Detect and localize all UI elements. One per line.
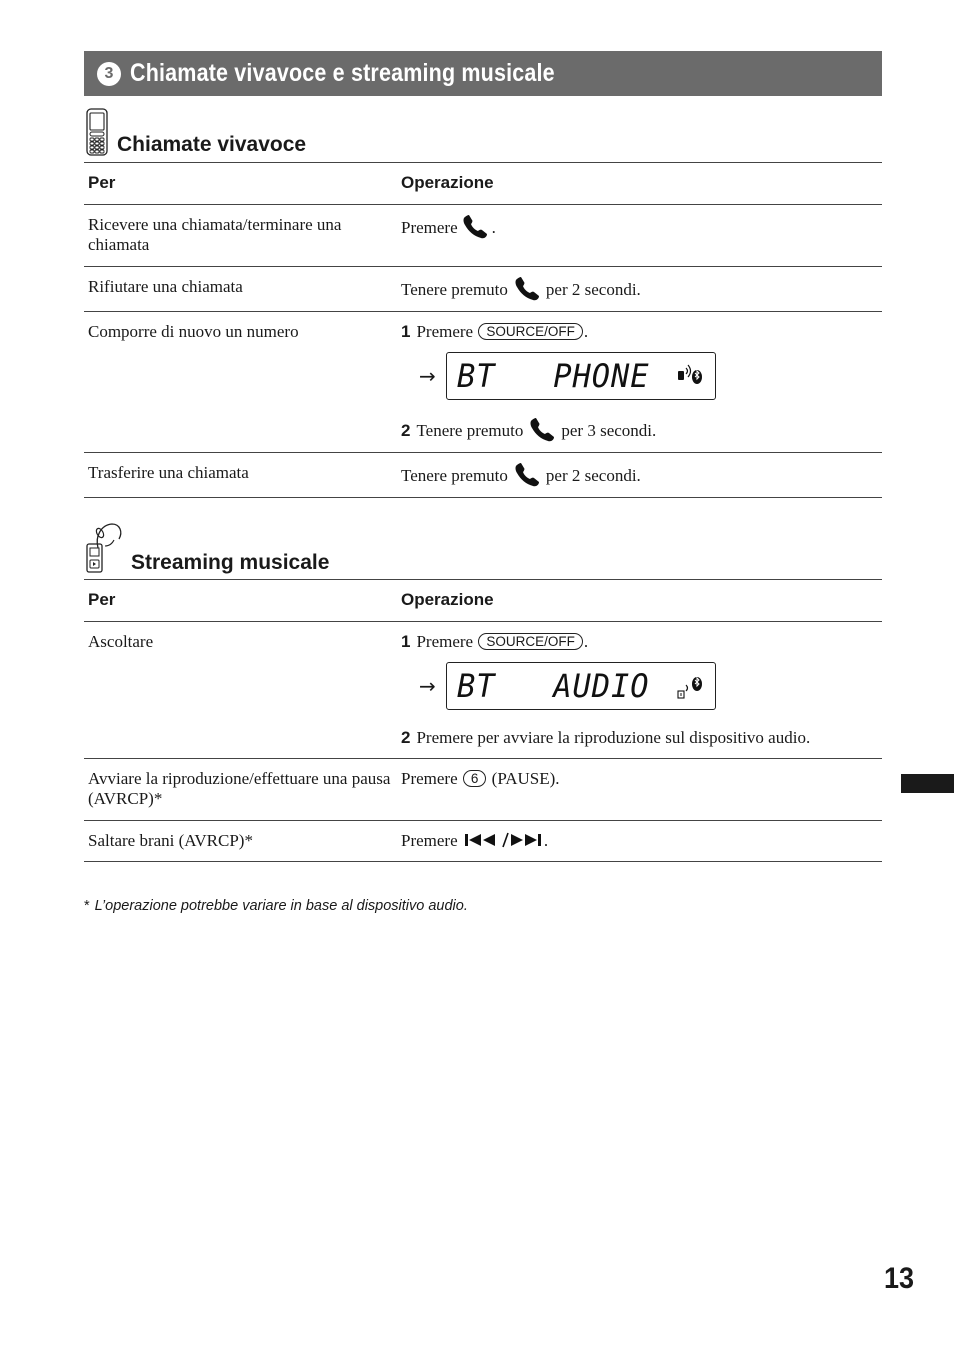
column-header-operazione: Operazione	[397, 580, 882, 622]
step-1: 1 Premere SOURCE/OFF .	[401, 322, 589, 341]
phone-button-icon	[462, 215, 488, 239]
section-banner-title: Chiamate vivavoce e streaming musicale	[130, 59, 555, 87]
table-row	[84, 622, 882, 759]
display-result	[419, 662, 882, 710]
page-number: 13	[884, 1262, 915, 1295]
audio-player-headphones-icon	[85, 522, 123, 574]
row-operation	[397, 267, 882, 312]
lcd-display	[446, 662, 716, 710]
footnote-text: L’operazione potrebbe variare in base al dispositivo audio.	[94, 898, 468, 914]
calls-table	[84, 162, 882, 498]
table-row	[84, 267, 882, 312]
operation-text-end: per 2 secondi.	[545, 280, 641, 299]
operation-text: Premere	[401, 769, 458, 788]
phone-button-icon	[512, 463, 542, 487]
operation-text: Premere	[401, 218, 458, 237]
arrow-right-icon: →	[419, 674, 436, 698]
lcd-display	[446, 352, 716, 400]
streaming-section-title: Streaming musicale	[131, 551, 330, 574]
section-banner	[84, 51, 882, 96]
section-number-badge: 3	[97, 62, 121, 86]
bluetooth-audio-status-icon	[677, 675, 703, 701]
column-header-per: Per	[84, 163, 397, 205]
table-row	[84, 453, 882, 498]
calls-section-title: Chiamate vivavoce	[117, 133, 307, 156]
table-row	[84, 312, 882, 453]
row-purpose: Ricevere una chiamata/terminare una chiamata	[84, 205, 397, 267]
operation-text: Premere	[401, 831, 458, 850]
column-header-operazione: Operazione	[397, 163, 882, 205]
row-purpose: Trasferire una chiamata	[84, 453, 397, 498]
lcd-display-text: BT PHONE	[456, 357, 650, 395]
chapter-side-tab	[901, 774, 954, 793]
source-off-button-label: SOURCE/OFF	[478, 633, 583, 650]
row-purpose: Rifiutare una chiamata	[84, 267, 397, 312]
column-header-per: Per	[84, 580, 397, 622]
table-row	[84, 205, 882, 267]
operation-text-end: .	[543, 831, 549, 850]
phone-button-icon	[512, 277, 542, 301]
table-header-row	[84, 580, 882, 622]
row-purpose: Avviare la riproduzione/effettuare una pausa (AVRCP)*	[84, 759, 397, 821]
arrow-right-icon: →	[419, 364, 436, 388]
table-row	[84, 821, 882, 862]
skip-previous-next-icon	[464, 831, 549, 850]
operation-text-end: (PAUSE).	[491, 769, 560, 788]
calls-section-heading	[86, 108, 306, 156]
step-2: 2 Premere per avviare la riproduzione sul dispositivo audio.	[401, 728, 811, 747]
row-operation	[397, 205, 882, 267]
streaming-table	[84, 579, 882, 862]
table-header-row	[84, 163, 882, 205]
phone-button-icon	[527, 418, 557, 442]
row-purpose: Comporre di nuovo un numero	[84, 312, 397, 453]
row-purpose: Ascoltare	[84, 622, 397, 759]
operation-text: Tenere premuto	[401, 280, 508, 299]
operation-text-end: per 2 secondi.	[545, 466, 641, 485]
footnote: * L’operazione potrebbe variare in base al dispositivo audio.	[84, 898, 468, 914]
table-row	[84, 759, 882, 821]
pause-button-label: 6	[463, 770, 487, 787]
display-result	[419, 352, 882, 400]
row-operation	[397, 622, 882, 759]
row-operation	[397, 453, 882, 498]
mobile-phone-icon	[86, 108, 108, 156]
row-operation	[397, 312, 882, 453]
step-2: 2 Tenere premuto per 3 secondi.	[401, 418, 882, 442]
row-operation	[397, 821, 882, 862]
row-operation	[397, 759, 882, 821]
operation-text: Tenere premuto	[401, 466, 508, 485]
streaming-section-heading	[85, 522, 329, 574]
row-purpose: Saltare brani (AVRCP)*	[84, 821, 397, 862]
operation-text-end: .	[491, 218, 496, 237]
source-off-button-label: SOURCE/OFF	[478, 323, 583, 340]
bluetooth-phone-status-icon	[677, 363, 703, 387]
step-1: 1 Premere SOURCE/OFF .	[401, 632, 589, 651]
lcd-display-text: BT AUDIO	[456, 667, 650, 705]
